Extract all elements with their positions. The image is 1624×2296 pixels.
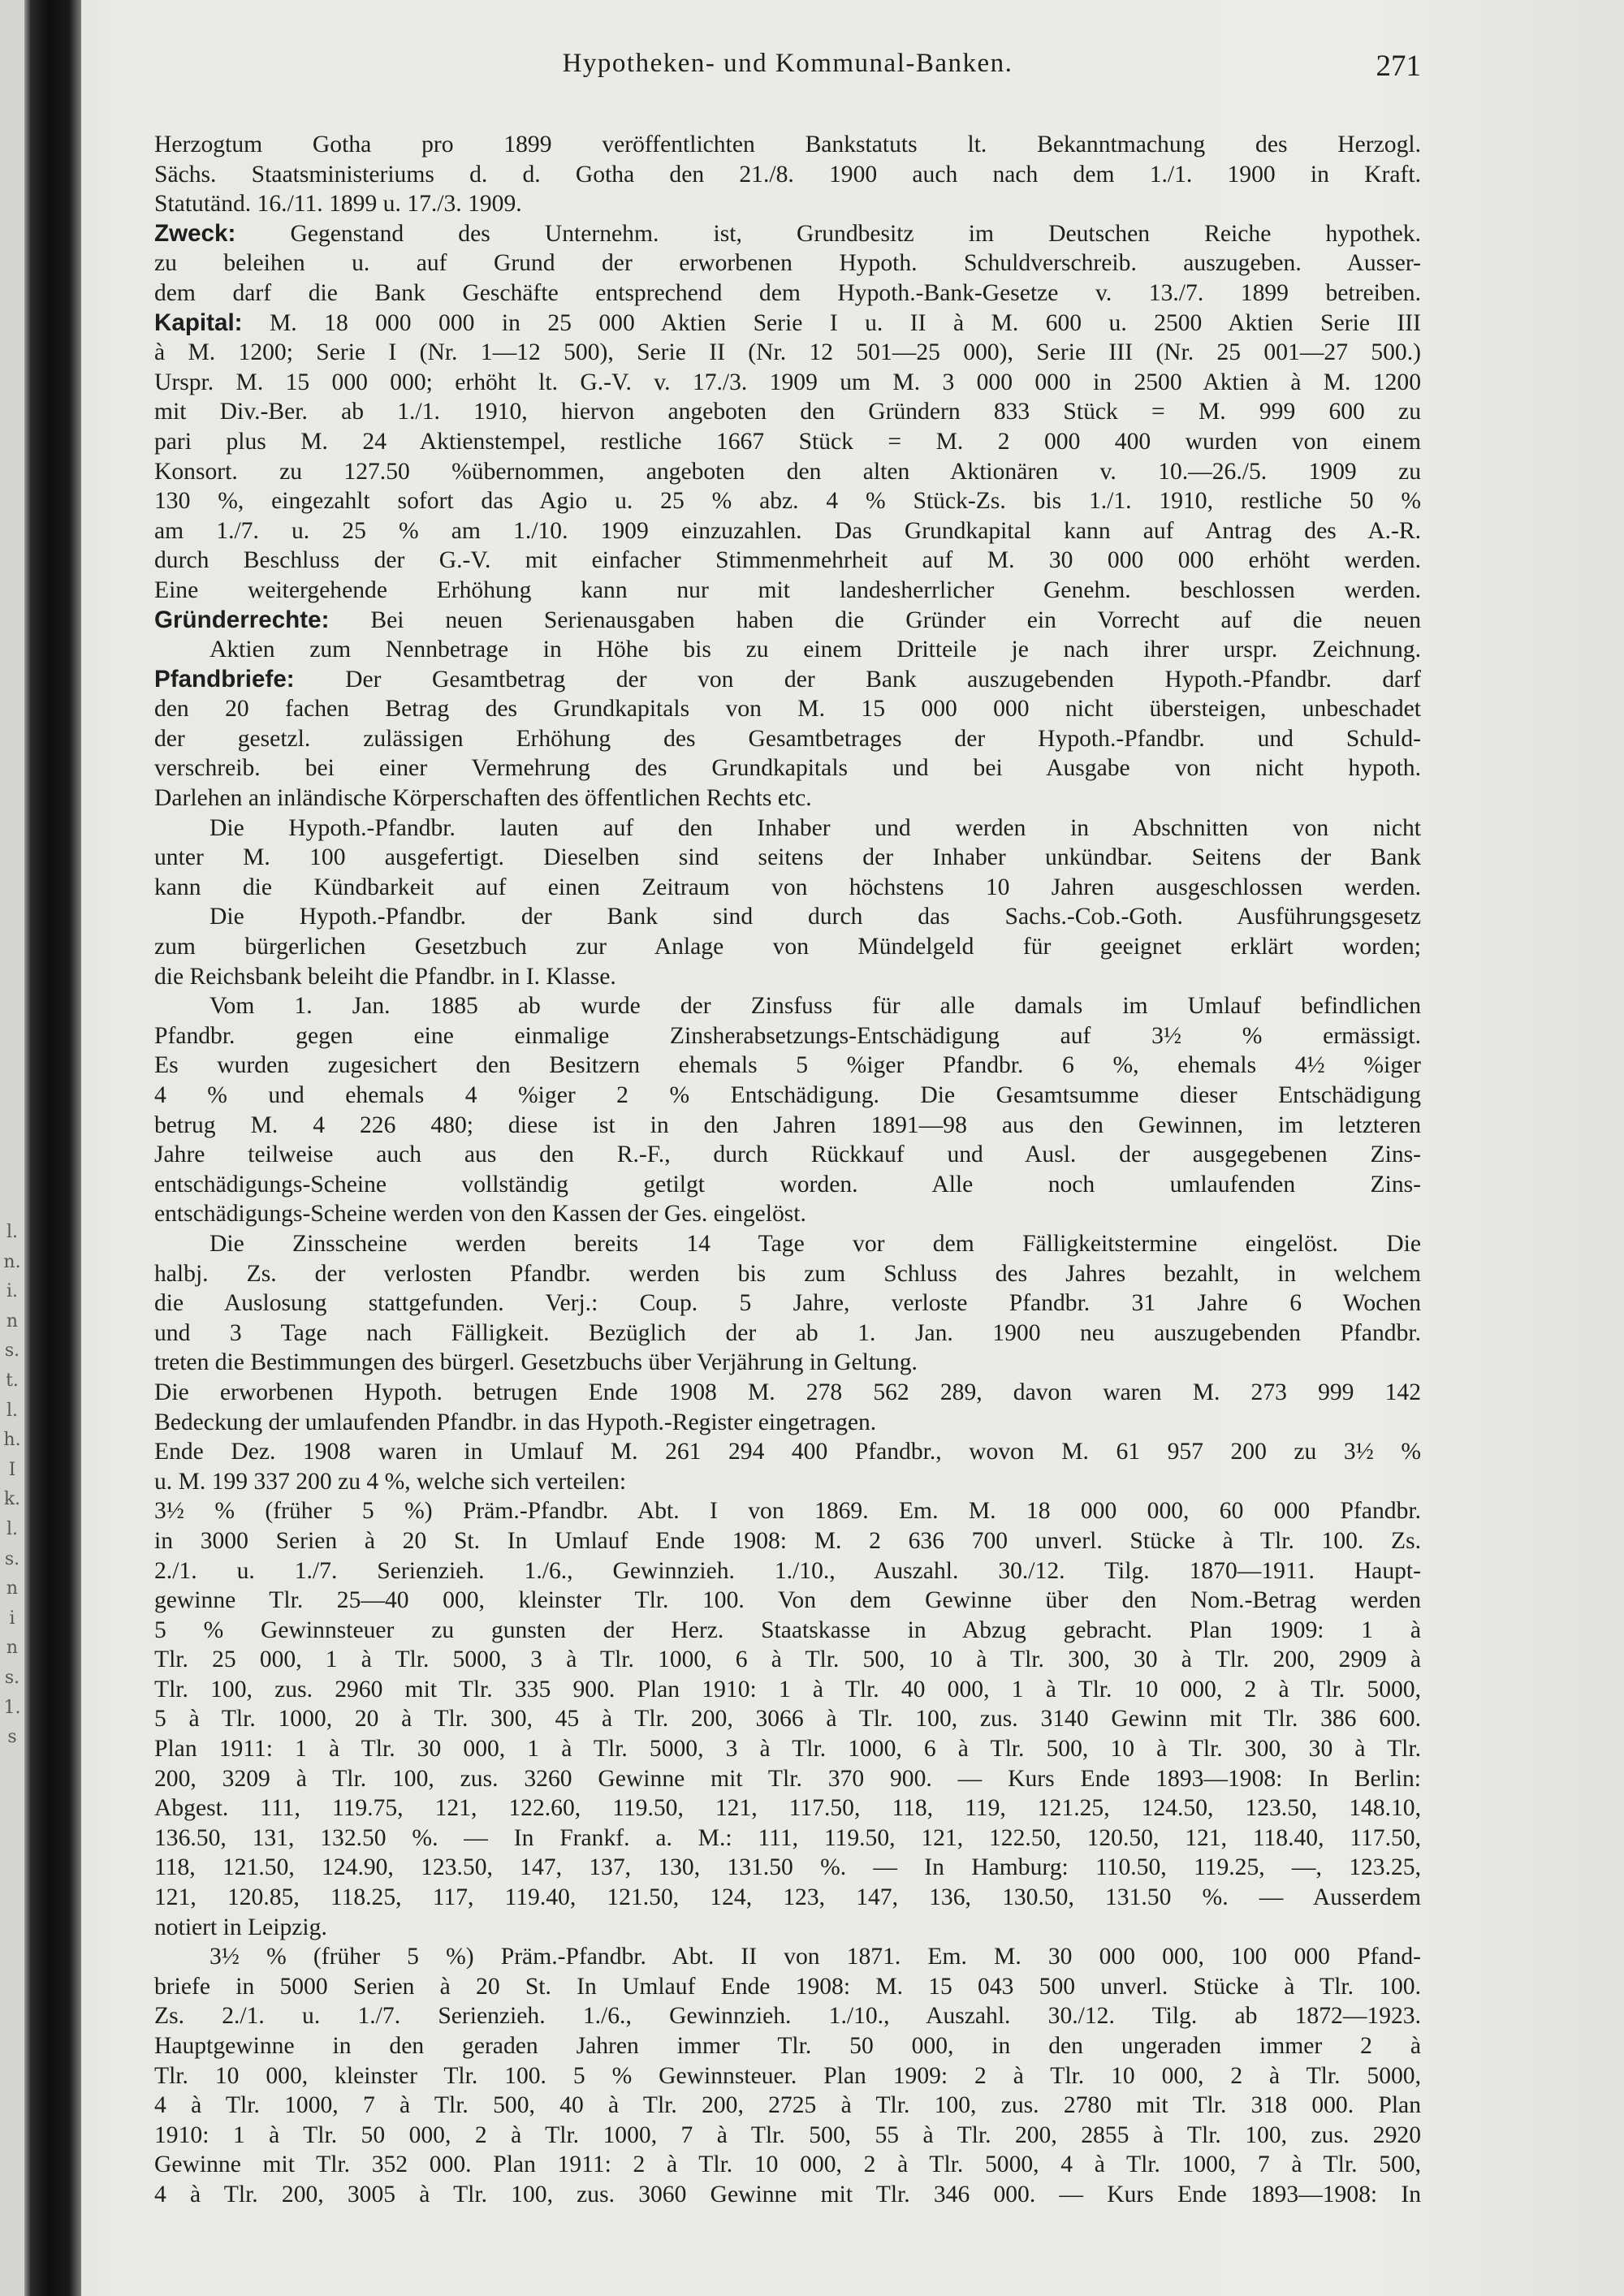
text-line (154, 1853, 1421, 1883)
margin-mark: n (6, 1638, 19, 1659)
line-text: Ende Dez. 1908 waren in Umlauf M. 261 294 400 Pfandbr., wovon M. 61 957 200 zu 3½ % (154, 1439, 1421, 1465)
line-text: Pfandbr. gegen eine einmalige Zinsherabsetzungs-Entschädigung auf 3½ % ermässigt. (154, 1022, 1421, 1049)
line-text: Hauptgewinne in den geraden Jahren immer Tlr. 50 000, in den ungeraden immer 2 à (154, 2033, 1421, 2059)
page-number: 271 (1376, 50, 1421, 83)
text-line (154, 2001, 1421, 2031)
line-text: 130 %, eingezahlt sofort das Agio u. 25 % abz. 4 % Stück-Zs. bis 1./1. 1910, restliche 50 % (154, 488, 1421, 515)
line-text: Urspr. M. 15 000 000; erhöht lt. G.-V. v. 17./3. 1909 um M. 3 000 000 in 2500 Aktien à M. 1200 (154, 369, 1421, 395)
line-text: 3½ % (früher 5 %) Präm.-Pfandbr. Abt. II von 1871. Em. M. 30 000 000, 100 000 Pfand- (209, 1944, 1421, 1970)
text-line (154, 1259, 1421, 1289)
text-line (154, 1318, 1421, 1349)
margin-mark: l. (6, 1518, 19, 1539)
text-line (154, 1229, 1421, 1259)
margin-mark: h. (3, 1430, 21, 1451)
line-text: zu beleihen u. auf Grund der erworbenen Hypoth. Schuldverschreib. auszugeben. Ausser- (154, 250, 1421, 277)
text-line (154, 635, 1421, 665)
text-line (154, 753, 1421, 783)
line-text: unter M. 100 ausgefertigt. Dieselben sind seitens der Inhaber unkündbar. Seitens der Bank (154, 844, 1421, 871)
margin-mark: l. (6, 1222, 19, 1242)
book-gutter-shadow (24, 0, 81, 2296)
text-line (154, 2061, 1421, 2091)
text-line (154, 873, 1421, 903)
line-text: Die Zinsscheine werden bereits 14 Tage vor dem Fälligkeitstermine eingelöst. Die (209, 1230, 1421, 1257)
text-line (154, 1348, 1421, 1378)
margin-mark: l. (6, 1400, 19, 1421)
line-text: Die erworbenen Hypoth. betrugen Ende 1908 M. 278 562 289, davon waren M. 273 999 142 (154, 1379, 1421, 1405)
line-text: Die Hypoth.-Pfandbr. der Bank sind durch das Sachs.-Cob.-Goth. Ausführungsgesetz (209, 904, 1421, 930)
section-label: Kapital: (154, 309, 243, 336)
text-line (154, 427, 1421, 457)
margin-mark: s. (4, 1667, 20, 1688)
running-head: Hypotheken- und Kommunal-Banken. (562, 49, 1013, 78)
text-line (154, 160, 1421, 190)
line-text: Tlr. 10 000, kleinster Tlr. 100. 5 % Gewinnsteuer. Plan 1909: 2 à Tlr. 10 000, 2 à Tlr. 5000, (154, 2062, 1421, 2089)
line-text: 5 % Gewinnsteuer zu gunsten der Herz. Staatskasse in Abzug gebracht. Plan 1909: 1 à (154, 1616, 1421, 1643)
margin-mark: n (6, 1310, 19, 1331)
text-line (154, 338, 1421, 368)
line-text: entschädigungs-Scheine vollständig getilgt worden. Alle noch umlaufenden Zins- (154, 1171, 1421, 1198)
line-text: die Auslosung stattgefunden. Verj.: Coup. 5 Jahre, verloste Pfandbr. 31 Jahre 6 Wochen (154, 1290, 1421, 1317)
text-line (154, 2121, 1421, 2151)
text-line (154, 2150, 1421, 2180)
section-label: Zweck: (154, 219, 236, 247)
line-text: Die Hypoth.-Pfandbr. lauten auf den Inhaber und werden in Abschnitten von nicht (209, 814, 1421, 841)
line-text: M. 18 000 000 in 25 000 Aktien Serie I u. II à M. 600 u. 2500 Aktien Serie III (242, 309, 1421, 336)
line-text: und 3 Tage nach Fälligkeit. Bezüglich der ab 1. Jan. 1900 neu auszugebenden Pfandbr. (154, 1319, 1421, 1346)
text-line (154, 1408, 1421, 1438)
margin-mark: s. (4, 1340, 20, 1362)
margin-mark: n (6, 1578, 19, 1599)
text-line (154, 814, 1421, 844)
line-text: den 20 fachen Betrag des Grundkapitals von M. 15 000 000 nicht übersteigen, unbeschadet (154, 696, 1421, 723)
line-text: 4 % und ehemals 4 %iger 2 % Entschädigung. Die Gesamtsumme dieser Entschädigung (154, 1082, 1421, 1108)
line-text: pari plus M. 24 Aktienstempel, restliche 1667 Stück = M. 2 000 400 wurden von einem (154, 428, 1421, 455)
margin-mark: i (9, 1608, 15, 1629)
text-line (154, 130, 1421, 160)
line-text: 136.50, 131, 132.50 %. — In Frankf. a. M.: 111, 119.50, 121, 122.50, 120.50, 121, 118.40, 117.50, (154, 1824, 1421, 1851)
text-line (154, 1199, 1421, 1229)
line-text: 118, 121.50, 124.90, 123.50, 147, 137, 130, 131.50 %. — In Hamburg: 110.50, 119.25, —, 123.25, (154, 1854, 1421, 1881)
text-line (154, 2180, 1421, 2210)
section-heading-line (154, 665, 1421, 695)
line-text: Tlr. 25 000, 1 à Tlr. 5000, 3 à Tlr. 1000, 6 à Tlr. 500, 10 à Tlr. 300, 30 à Tlr. 200, 2909 à (154, 1646, 1421, 1673)
text-line (154, 1586, 1421, 1616)
text-line (154, 189, 1421, 219)
text-line (154, 1793, 1421, 1823)
text-line (154, 248, 1421, 278)
section-label: Gründerrechte: (154, 606, 330, 633)
line-text: Eine weitergehende Erhöhung kann nur mit landesherrlicher Genehm. beschlossen werden. (154, 576, 1421, 603)
line-text: Gewinne mit Tlr. 352 000. Plan 1911: 2 à Tlr. 10 000, 2 à Tlr. 5000, 4 à Tlr. 1000, 7 à Tlr. 500, (154, 2151, 1421, 2178)
text-line (154, 516, 1421, 546)
line-text: Darlehen an inländische Körperschaften des öffentlichen Rechts etc. (154, 785, 812, 812)
margin-mark: n. (3, 1251, 21, 1272)
page-header (154, 49, 1421, 97)
line-text: treten die Bestimmungen des bürgerl. Gesetzbuchs über Verjährung in Geltung. (154, 1349, 918, 1376)
line-text: Konsort. zu 127.50 %übernommen, angeboten den alten Aktionären v. 10.—26./5. 1909 zu (154, 458, 1421, 485)
line-text: der gesetzl. zulässigen Erhöhung des Gesamtbetrages der Hypoth.-Pfandbr. und Schuld- (154, 725, 1421, 752)
adjacent-page-margin-text (0, 1218, 24, 1753)
margin-mark: i. (6, 1281, 19, 1302)
text-line (154, 1942, 1421, 1972)
line-text: am 1./7. u. 25 % am 1./10. 1909 einzuzahlen. Das Grundkapital kann auf Antrag des A.-R. (154, 517, 1421, 544)
text-line (154, 2091, 1421, 2121)
text-line (154, 1081, 1421, 1111)
line-text: Plan 1911: 1 à Tlr. 30 000, 1 à Tlr. 5000, 3 à Tlr. 1000, 6 à Tlr. 500, 10 à Tlr. 300, 30 à Tlr. (154, 1736, 1421, 1763)
text-line (154, 1111, 1421, 1141)
text-line (154, 1170, 1421, 1200)
text-line (154, 576, 1421, 606)
text-line (154, 278, 1421, 309)
line-text: Es wurden zugesichert den Besitzern ehemals 5 %iger Pfandbr. 6 %, ehemals 4½ %iger (154, 1052, 1421, 1079)
margin-mark: 1. (3, 1697, 21, 1718)
text-line (154, 546, 1421, 576)
text-line (154, 1288, 1421, 1318)
margin-mark: k. (3, 1489, 21, 1510)
text-line (154, 962, 1421, 992)
margin-mark: t. (6, 1370, 19, 1391)
line-text: à M. 1200; Serie I (Nr. 1—12 500), Serie II (Nr. 12 501—25 000), Serie III (Nr. 25 001—27 500.) (154, 339, 1421, 366)
line-text: 4 à Tlr. 200, 3005 à Tlr. 100, zus. 3060 Gewinne mit Tlr. 346 000. — Kurs Ende 1893—1908: In (154, 2181, 1421, 2208)
text-line (154, 1616, 1421, 1646)
line-text: Bei neuen Serienausgaben haben die Gründer ein Vorrecht auf die neuen (329, 606, 1421, 633)
section-label: Pfandbriefe: (154, 665, 295, 693)
text-line (154, 1378, 1421, 1408)
text-line (154, 1021, 1421, 1051)
line-text: Sächs. Staatsministeriums d. d. Gotha den 21./8. 1900 auch nach dem 1./1. 1900 in Kraft. (154, 161, 1421, 188)
text-line (154, 902, 1421, 932)
line-text: Statutänd. 16./11. 1899 u. 17./3. 1909. (154, 191, 522, 218)
line-text: Aktien zum Nennbetrage in Höhe bis zu einem Dritteile je nach ihrer urspr. Zeichnung. (209, 637, 1421, 663)
line-text: Zs. 2./1. u. 1./7. Serienzieh. 1./6., Gewinnzieh. 1./10., Auszahl. 30./12. Tilg. ab 1872—1923. (154, 2003, 1421, 2030)
text-line (154, 457, 1421, 487)
line-text: kann die Kündbarkeit auf einen Zeitraum von höchstens 10 Jahren ausgeschlossen werden. (154, 874, 1421, 900)
line-text: entschädigungs-Scheine werden von den Kassen der Ges. eingelöst. (154, 1201, 806, 1228)
line-text: zum bürgerlichen Gesetzbuch zur Anlage von Mündelgeld für geeignet erklärt worden; (154, 934, 1421, 960)
section-heading-line (154, 219, 1421, 249)
text-line (154, 1913, 1421, 1943)
line-text: mit Div.-Ber. ab 1./1. 1910, hiervon angeboten den Gründern 833 Stück = M. 999 600 zu (154, 399, 1421, 425)
text-line (154, 843, 1421, 873)
line-text: briefe in 5000 Serien à 20 St. In Umlauf Ende 1908: M. 15 043 500 unverl. Stücke à Tlr. 100. (154, 1973, 1421, 2000)
line-text: 2./1. u. 1./7. Serienzieh. 1./6., Gewinnzieh. 1./10., Auszahl. 30./12. Tilg. 1870—1911. Haupt- (154, 1557, 1421, 1584)
text-line (154, 1823, 1421, 1854)
line-text: Gegenstand des Unternehm. ist, Grundbesitz im Deutschen Reiche hypothek. (235, 220, 1421, 247)
line-text: Herzogtum Gotha pro 1899 veröffentlichten Bankstatuts lt. Bekanntmachung des Herzogl. (154, 132, 1421, 158)
margin-mark: s. (4, 1548, 20, 1569)
text-line (154, 1972, 1421, 2002)
line-text: 1910: 1 à Tlr. 50 000, 2 à Tlr. 1000, 7 à Tlr. 500, 55 à Tlr. 200, 2855 à Tlr. 100, zus. 2920 (154, 2121, 1421, 2148)
line-text: halbj. Zs. der verlosten Pfandbr. werden bis zum Schluss des Jahres bezahlt, in welchem (154, 1260, 1421, 1287)
line-text: Tlr. 100, zus. 2960 mit Tlr. 335 900. Plan 1910: 1 à Tlr. 40 000, 1 à Tlr. 10 000, 2 à Tlr. 5000, (154, 1676, 1421, 1703)
text-line (154, 724, 1421, 754)
text-line (154, 932, 1421, 962)
adjacent-page-edge (0, 0, 24, 2296)
text-line (154, 397, 1421, 427)
text-line (154, 1467, 1421, 1497)
margin-mark: s (7, 1727, 17, 1748)
line-text: Abgest. 111, 119.75, 121, 122.60, 119.50, 121, 117.50, 118, 119, 121.25, 124.50, 123.50, 148.10, (154, 1795, 1421, 1822)
text-line (154, 1140, 1421, 1170)
text-line (154, 1437, 1421, 1467)
line-text: 200, 3209 à Tlr. 100, zus. 3260 Gewinne mit Tlr. 370 900. — Kurs Ende 1893—1908: In Berlin: (154, 1765, 1421, 1792)
line-text: dem darf die Bank Geschäfte entsprechend dem Hypoth.-Bank-Gesetze v. 13./7. 1899 betreiben. (154, 279, 1421, 306)
text-line (154, 1675, 1421, 1705)
text-line (154, 1734, 1421, 1764)
text-line (154, 1883, 1421, 1913)
line-text: verschreib. bei einer Vermehrung des Grundkapitals und bei Ausgabe von nicht hypoth. (154, 755, 1421, 782)
section-heading-line (154, 309, 1421, 339)
line-text: betrug M. 4 226 480; diese ist in den Jahren 1891—98 aus den Gewinnen, im letzteren (154, 1111, 1421, 1138)
margin-mark: I (8, 1459, 16, 1480)
text-line (154, 1645, 1421, 1675)
text-line (154, 2031, 1421, 2061)
line-text: 5 à Tlr. 1000, 20 à Tlr. 300, 45 à Tlr. 200, 3066 à Tlr. 100, zus. 3140 Gewinn mit Tlr. 386 600. (154, 1706, 1421, 1733)
text-line (154, 1704, 1421, 1734)
line-text: durch Beschluss der G.-V. mit einfacher Stimmenmehrheit auf M. 30 000 000 erhöht werden. (154, 547, 1421, 574)
line-text: in 3000 Serien à 20 St. In Umlauf Ende 1908: M. 2 636 700 unverl. Stücke à Tlr. 100. Zs. (154, 1527, 1421, 1554)
line-text: Bedeckung der umlaufenden Pfandbr. in das Hypoth.-Register eingetragen. (154, 1409, 877, 1435)
text-line (154, 1496, 1421, 1526)
text-line (154, 1051, 1421, 1081)
text-line (154, 1764, 1421, 1794)
section-heading-line (154, 606, 1421, 636)
text-line (154, 783, 1421, 814)
line-text: 4 à Tlr. 1000, 7 à Tlr. 500, 40 à Tlr. 200, 2725 à Tlr. 100, zus. 2780 mit Tlr. 318 000. Plan (154, 2092, 1421, 2119)
line-text: Der Gesamtbetrag der von der Bank auszugebenden Hypoth.-Pfandbr. darf (294, 666, 1421, 693)
text-line (154, 368, 1421, 398)
text-line (154, 1526, 1421, 1556)
line-text: die Reichsbank beleiht die Pfandbr. in I. Klasse. (154, 963, 616, 990)
line-text: Jahre teilweise auch aus den R.-F., durch Rückkauf und Ausl. der ausgegebenen Zins- (154, 1142, 1421, 1168)
line-text: gewinne Tlr. 25—40 000, kleinster Tlr. 100. Von dem Gewinne über den Nom.-Betrag werden (154, 1587, 1421, 1614)
line-text: notiert in Leipzig. (154, 1914, 327, 1940)
line-text: Vom 1. Jan. 1885 ab wurde der Zinsfuss für alle damals im Umlauf befindlichen (209, 993, 1421, 1020)
text-line (154, 694, 1421, 724)
text-line (154, 1556, 1421, 1586)
line-text: u. M. 199 337 200 zu 4 %, welche sich verteilen: (154, 1468, 627, 1495)
line-text: 121, 120.85, 118.25, 117, 119.40, 121.50, 124, 123, 147, 136, 130.50, 131.50 %. — Ausserdem (154, 1884, 1421, 1911)
text-line (154, 486, 1421, 516)
line-text: 3½ % (früher 5 %) Präm.-Pfandbr. Abt. I von 1869. Em. M. 18 000 000, 60 000 Pfandbr. (154, 1498, 1421, 1525)
text-line (154, 991, 1421, 1021)
body-text (154, 130, 1421, 2210)
